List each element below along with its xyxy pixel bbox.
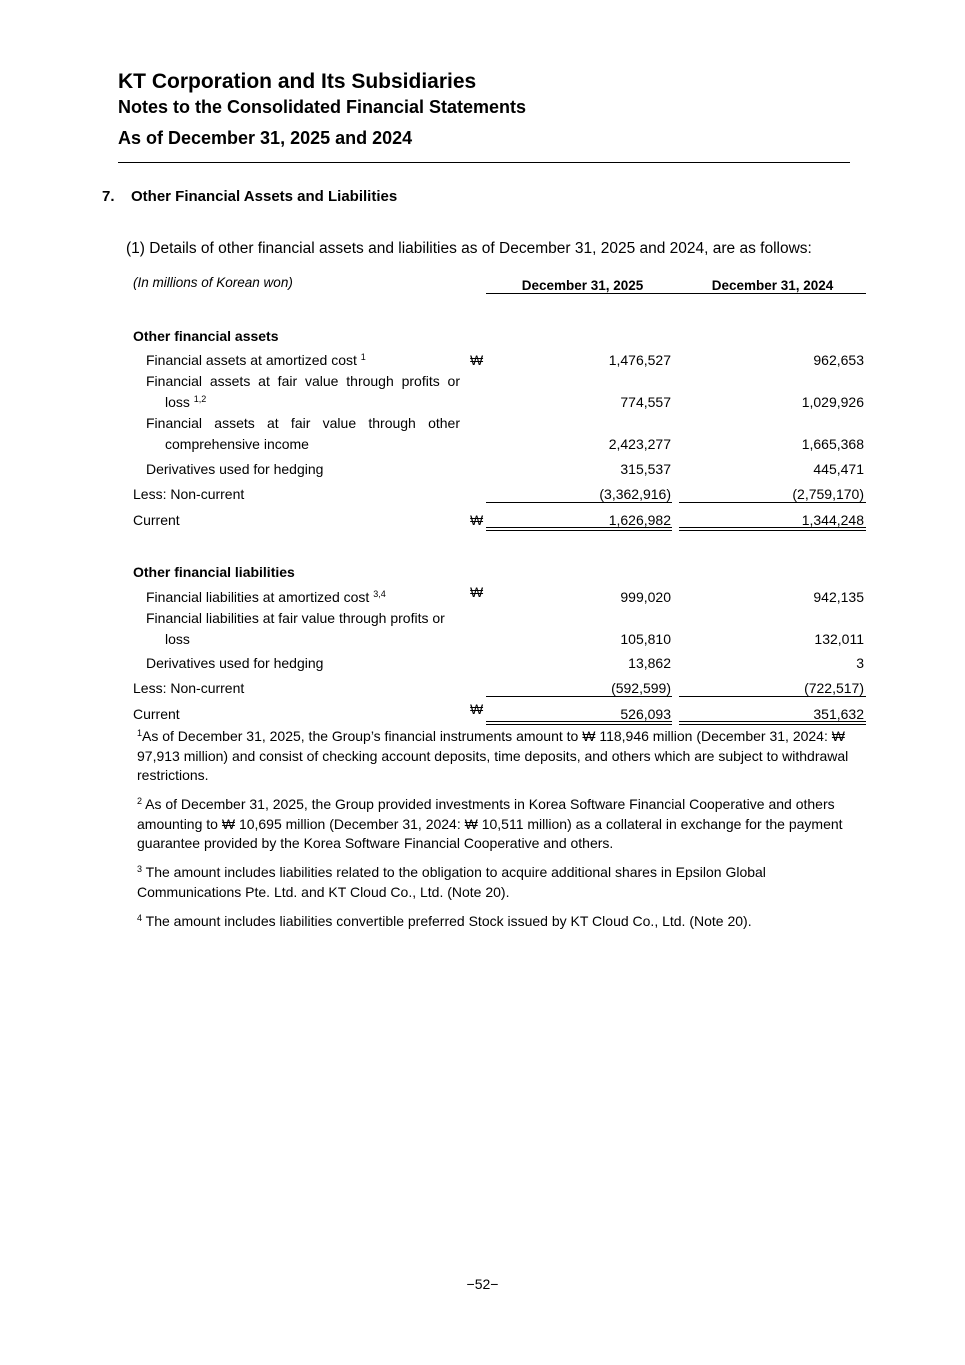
asset-row-label: Derivatives used for hedging bbox=[146, 461, 324, 477]
liability-value-2024: 3 bbox=[856, 655, 864, 671]
header-rule bbox=[118, 162, 850, 163]
won-symbol: ₩ bbox=[470, 584, 484, 600]
liability-value-2025: 13,862 bbox=[628, 655, 671, 671]
less-noncurrent-label: Less: Non-current bbox=[133, 486, 245, 502]
asset-row-label: Financial assets at fair value through profits or bbox=[146, 373, 460, 389]
total-double-line-2025 bbox=[486, 527, 672, 531]
asset-row-label-cont: loss $^{1,2}$ bbox=[165, 394, 207, 410]
footnote-4: $^4$ The amount includes liabilities convertible preferred Stock issued by KT Cloud Co., Ltd. (Note 20). bbox=[137, 913, 752, 929]
liability-less-2025: (592,599) bbox=[611, 680, 671, 696]
current-label: Current bbox=[133, 706, 180, 722]
section-intro: (1) Details of other financial assets and liabilities as of December 31, 2025 and 2024, are as follows: bbox=[126, 240, 812, 257]
liability-row-label-cont: loss bbox=[165, 631, 190, 647]
asset-row-label: Financial assets at amortized cost $^1$ bbox=[146, 352, 366, 368]
asset-value-2024: 962,653 bbox=[813, 352, 864, 368]
liability-value-2025: 105,810 bbox=[620, 631, 671, 647]
liabilities-heading: Other financial liabilities bbox=[133, 564, 295, 580]
asset-row-label-cont: comprehensive income bbox=[165, 436, 309, 452]
liability-row-label: Financial liabilities at amortized cost $^{3,4}$ bbox=[146, 589, 386, 605]
liability-value-2024: 942,135 bbox=[813, 589, 864, 605]
asset-value-2025: 315,537 bbox=[620, 461, 671, 477]
liability-current-2024: 351,632 bbox=[813, 706, 864, 722]
column-header-2025: December 31, 2025 bbox=[521, 278, 644, 293]
assets-heading: Other financial assets bbox=[133, 328, 279, 344]
asset-value-2024: 1,665,368 bbox=[801, 436, 864, 452]
less-noncurrent-label: Less: Non-current bbox=[133, 680, 245, 696]
won-symbol: ₩ bbox=[470, 701, 484, 717]
subtotal-line-2025 bbox=[486, 502, 672, 503]
footnote-2: $^2$ As of December 31, 2025, the Group provided investments in Korea Software Financial Cooperative and others amounting to ₩ 10,695 million (December 31, 2024: ₩ 10,511 million) as a collateral in exchange for the payment guarantee provided by the Korea Software Financial Cooperative and others. bbox=[137, 796, 843, 851]
asset-value-2024: 1,029,926 bbox=[801, 394, 864, 410]
won-symbol: ₩ bbox=[470, 352, 484, 368]
won-symbol: ₩ bbox=[470, 512, 484, 528]
unit-note: (In millions of Korean won) bbox=[133, 275, 293, 290]
asset-value-2025: 774,557 bbox=[620, 394, 671, 410]
current-label: Current bbox=[133, 512, 180, 528]
asset-value-2025: 2,423,277 bbox=[608, 436, 671, 452]
subtotal-line-2024 bbox=[679, 696, 866, 697]
column-header-underline bbox=[486, 293, 866, 294]
subtotal-line-2024 bbox=[679, 502, 866, 503]
asset-value-2025: 1,476,527 bbox=[608, 352, 671, 368]
company-name: KT Corporation and Its Subsidiaries bbox=[118, 70, 477, 93]
reporting-period: As of December 31, 2025 and 2024 bbox=[118, 128, 413, 148]
document-subtitle: Notes to the Consolidated Financial Statements bbox=[118, 97, 527, 117]
liability-row-label: Derivatives used for hedging bbox=[146, 655, 324, 671]
liability-value-2024: 132,011 bbox=[814, 631, 864, 647]
liability-less-2024: (722,517) bbox=[804, 680, 864, 696]
asset-less-2025: (3,362,916) bbox=[599, 486, 671, 502]
total-double-line-2024 bbox=[679, 527, 866, 531]
asset-value-2024: 445,471 bbox=[813, 461, 864, 477]
footnote-3: $^3$ The amount includes liabilities related to the obligation to acquire additional shares in Epsilon Global Communications Pte. Ltd. and KT Cloud Co., Ltd. (Note 20). bbox=[137, 864, 766, 900]
total-double-line-2024 bbox=[679, 721, 866, 725]
total-double-line-2025 bbox=[486, 721, 672, 725]
section-title: Other Financial Assets and Liabilities bbox=[131, 188, 398, 205]
subtotal-line-2025 bbox=[486, 696, 672, 697]
footnote-1: $^1$As of December 31, 2025, the Group’s financial instruments amount to ₩ 118,946 million (December 31, 2024: ₩ 97,913 million) and consist of checking account deposits, time deposits, and others which are subject to withdrawal restrictions. bbox=[137, 728, 849, 783]
liability-current-2025: 526,093 bbox=[620, 706, 671, 722]
column-header-2024: December 31, 2024 bbox=[711, 278, 834, 293]
asset-current-2025: 1,626,982 bbox=[608, 512, 671, 528]
liability-value-2025: 999,020 bbox=[620, 589, 671, 605]
liability-row-label: Financial liabilities at fair value through profits or bbox=[146, 610, 445, 626]
asset-row-label: Financial assets at fair value through other bbox=[146, 415, 460, 431]
asset-less-2024: (2,759,170) bbox=[792, 486, 864, 502]
asset-current-2024: 1,344,248 bbox=[801, 512, 864, 528]
section-number: 7. bbox=[102, 188, 115, 205]
page-number: −52− bbox=[466, 1276, 499, 1292]
